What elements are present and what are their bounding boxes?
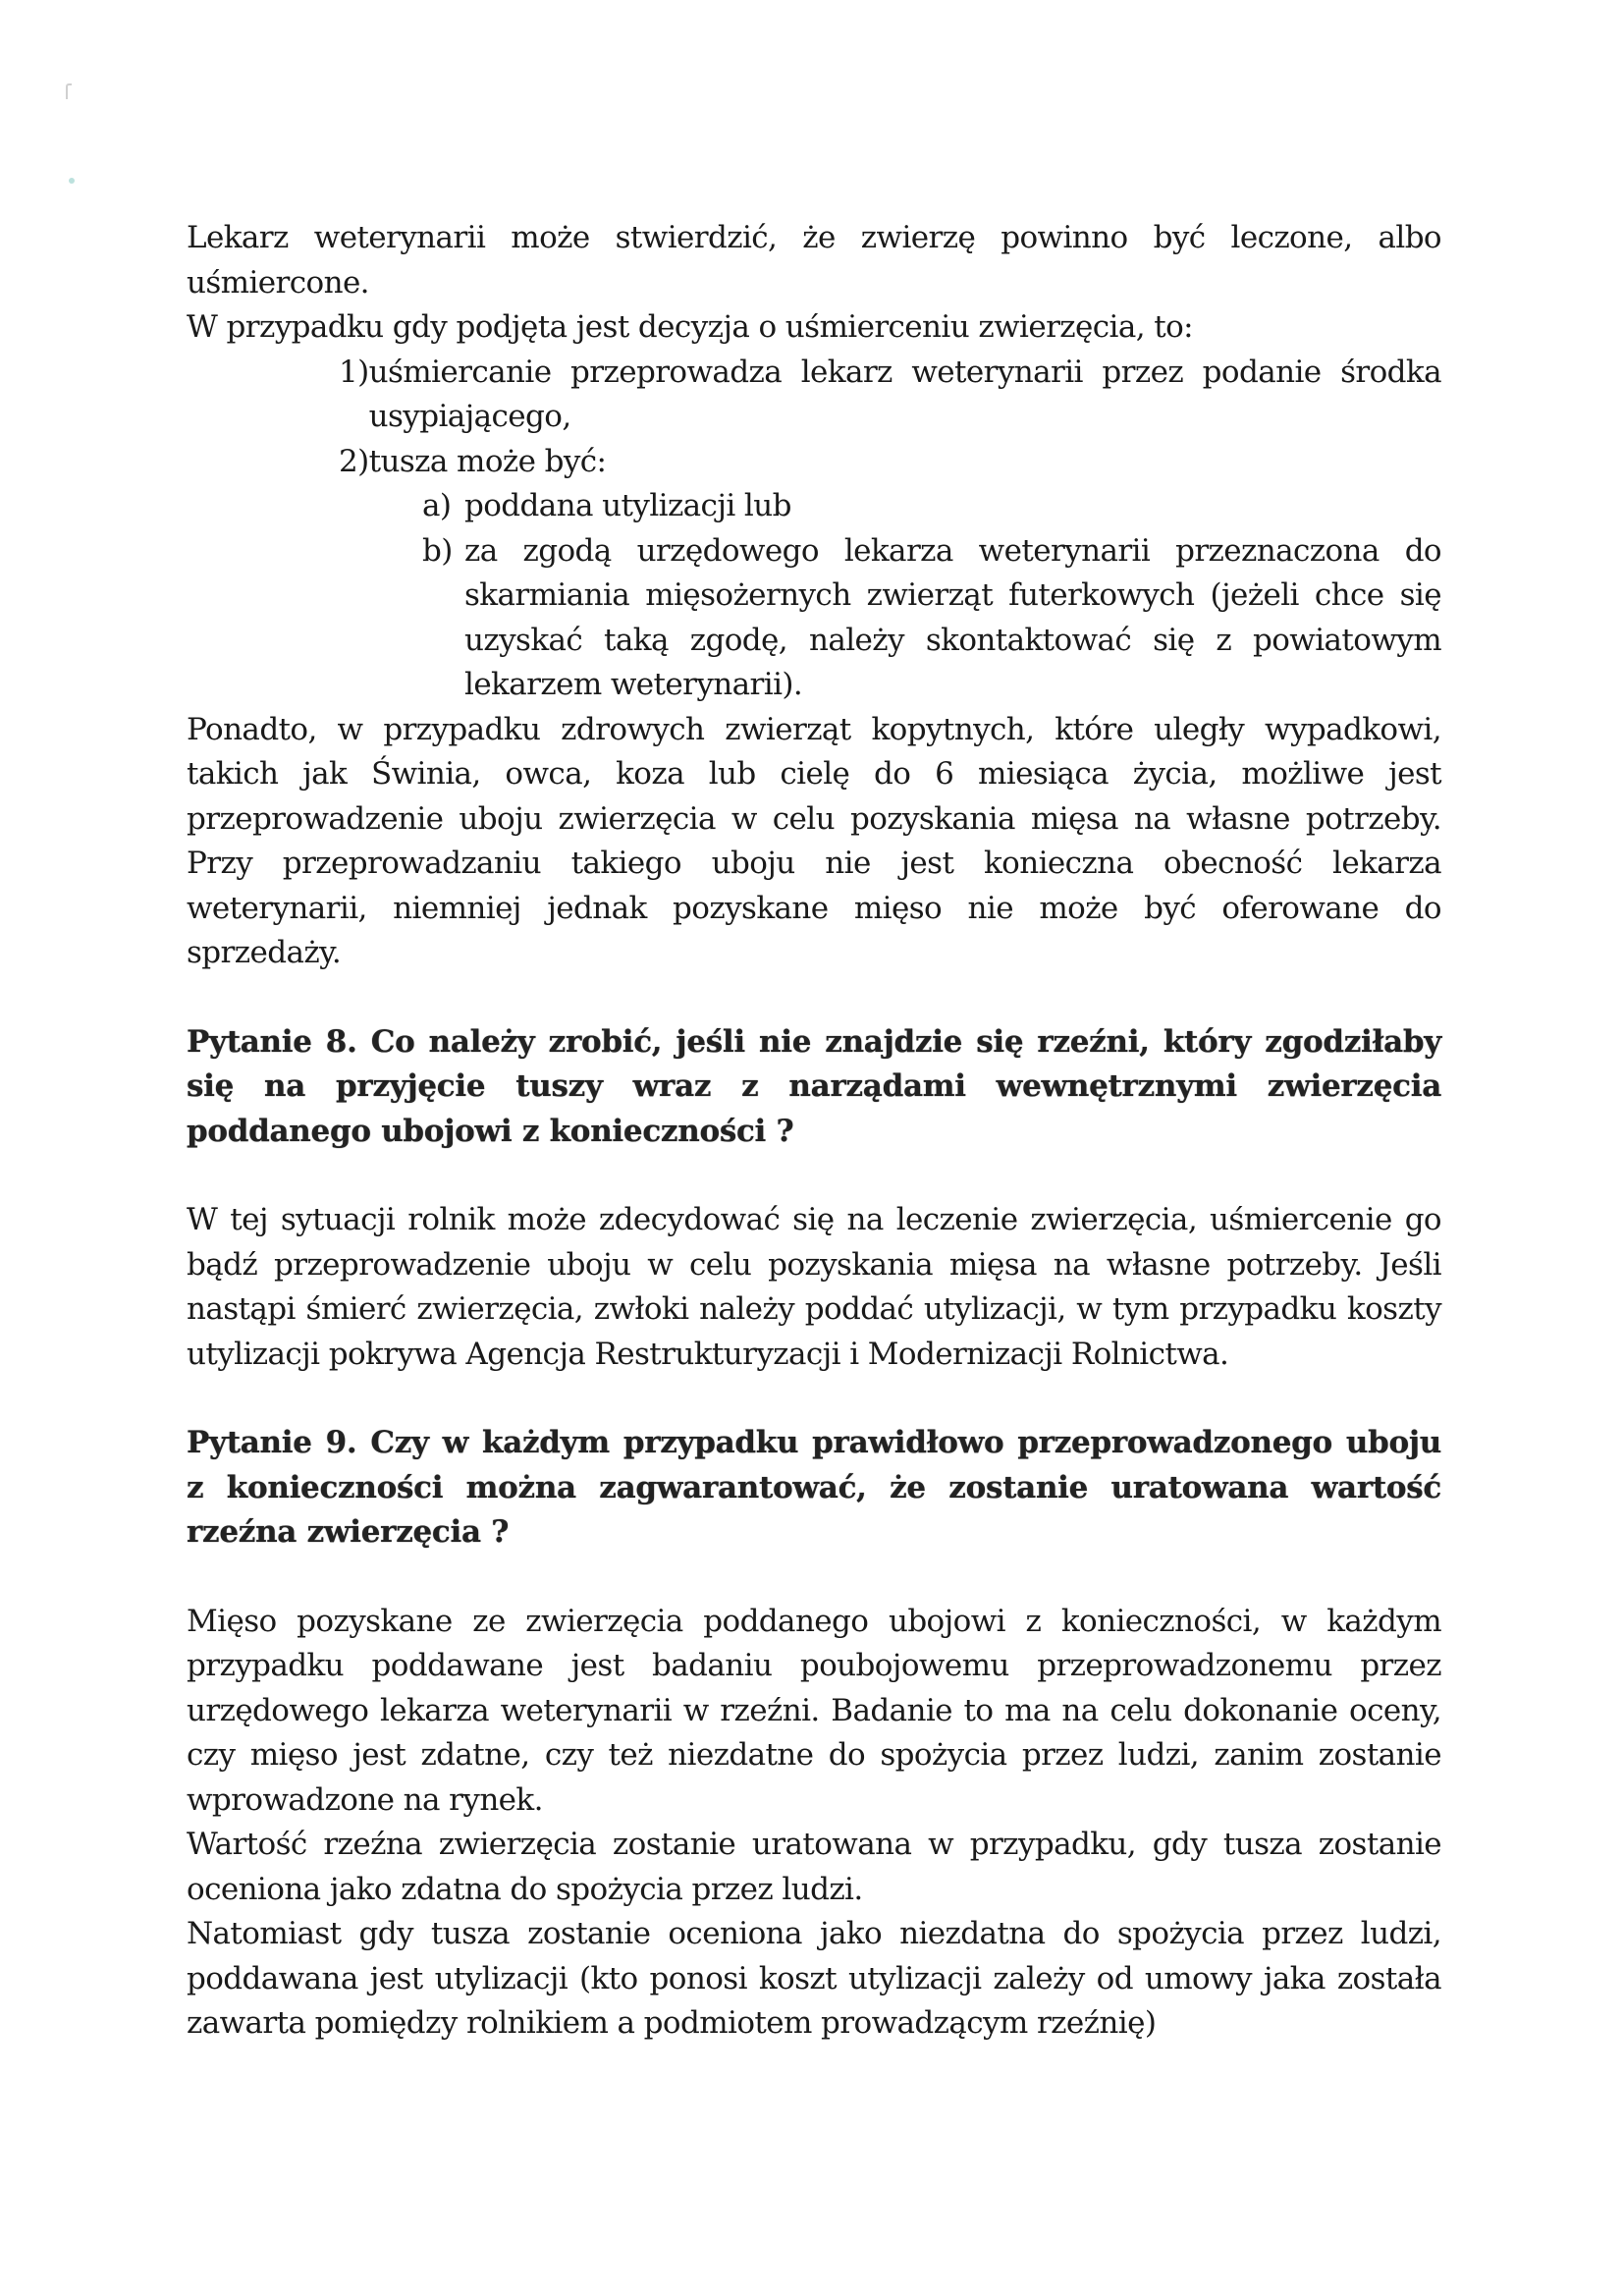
- scan-artifact-dot: [69, 178, 75, 184]
- sublist-item-text: za zgodą urzędowego lekarza weterynarii przeznaczona do skarmiania mięsożernych zwierząt futerkowych (jeżeli chce się uzyskać taką zgodę, należy skontaktować się z powiatowym lekarzem weterynarii).: [464, 532, 1441, 702]
- intro-paragraph-3: Ponadto, w przypadku zdrowych zwierząt kopytnych, które uległy wypadkowi, takich jak Świnia, owca, koza lub cielę do 6 miesiąca życia, możliwe jest przeprowadzenie uboju zwierzęcia w celu pozyskania mięsa na własne potrzeby. Przy przeprowadzaniu takiego uboju nie jest konieczna obecność lekarza weterynarii, niemniej jednak pozyskane mięso nie może być oferowane do sprzedaży.: [187, 711, 1441, 970]
- list-item-text: uśmiercanie przeprowadza lekarz weterynarii przez podanie środka usypiającego,: [368, 354, 1441, 434]
- list-item-text: tusza może być:: [368, 443, 607, 479]
- list-item-2: [339, 440, 1441, 485]
- document-body: [187, 216, 1441, 2047]
- list-item-1: [339, 351, 1441, 440]
- sublist-item-a: [422, 484, 1441, 529]
- intro-paragraph-2: W przypadku gdy podjęta jest decyzja o uśmierceniu zwierzęcia, to:: [187, 309, 1194, 345]
- scan-artifact-mark: [66, 83, 72, 99]
- list-item-number: 1): [339, 354, 369, 390]
- question-8-answer: W tej sytuacji rolnik może zdecydować się na leczenie zwierzęcia, uśmiercenie go bądź przeprowadzenie uboju w celu pozyskania mięsa na własne potrzeby. Jeśli nastąpi śmierć zwierzęcia, zwłoki należy poddać utylizacji, w tym przypadku koszty utylizacji pokrywa Agencja Restrukturyzacji i Modernizacji Rolnictwa.: [187, 1202, 1441, 1372]
- question-9-heading: Pytanie 9. Czy w każdym przypadku prawidłowo przeprowadzonego uboju z konieczności można zagwarantować, że zostanie uratowana wartość rzeźna zwierzęcia ?: [187, 1425, 1441, 1550]
- intro-paragraph-1: Lekarz weterynarii może stwierdzić, że zwierzę powinno być leczone, albo uśmiercone.: [187, 220, 1441, 301]
- question-9-answer-paragraph-3: Natomiast gdy tusza zostanie oceniona jako niezdatna do spożycia przez ludzi, poddawana jest utylizacji (kto ponosi koszt utylizacji zależy od umowy jaka została zawarta pomiędzy rolnikiem a podmiotem prowadzącym rzeźnię): [187, 1916, 1441, 2041]
- question-9-answer-paragraph-1: Mięso pozyskane ze zwierzęcia poddanego ubojowi z konieczności, w każdym przypadku poddawane jest badaniu poubojowemu przeprowadzonemu przez urzędowego lekarza weterynarii w rzeźni. Badanie to ma na celu dokonanie oceny, czy mięso jest zdatne, czy też niezdatne do spożycia przez ludzi, zanim zostanie wprowadzone na rynek.: [187, 1603, 1441, 1818]
- question-8-heading: Pytanie 8. Co należy zrobić, jeśli nie znajdzie się rzeźni, który zgodziłaby się na przyjęcie tuszy wraz z narządami wewnętrznymi zwierzęcia poddanego ubojowi z konieczności ?: [187, 1023, 1441, 1149]
- sublist-item-letter: a): [422, 488, 452, 523]
- list-item-number: 2): [339, 443, 369, 479]
- sublist-item-b: [422, 529, 1441, 708]
- sublist-item-text: poddana utylizacji lub: [464, 488, 791, 523]
- question-9-answer-paragraph-2: Wartość rzeźna zwierzęcia zostanie uratowana w przypadku, gdy tusza zostanie oceniona jako zdatna do spożycia przez ludzi.: [187, 1827, 1441, 1907]
- sublist-item-letter: b): [422, 532, 453, 569]
